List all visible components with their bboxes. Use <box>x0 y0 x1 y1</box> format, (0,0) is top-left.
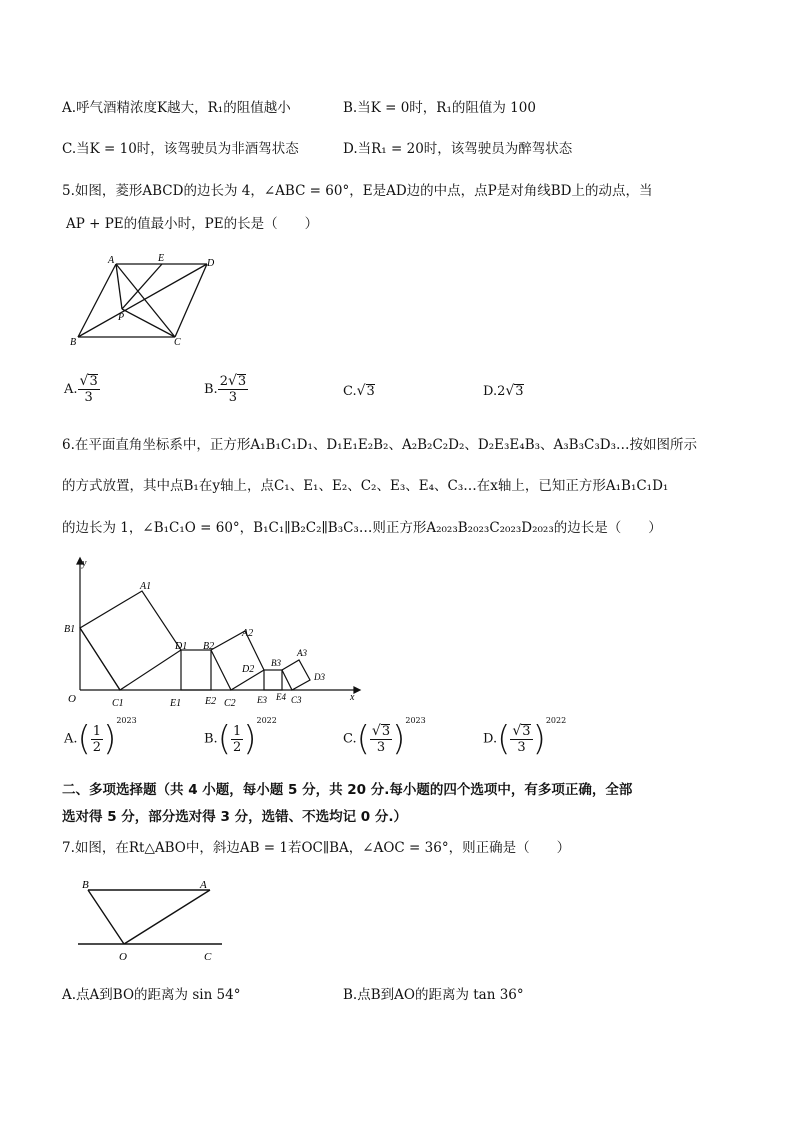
q5-stem-line1: 5.如图，菱形ABCD的边长为 4，∠ABC = 60°，E是AD边的中点，点P是对角线BD上的动点，当 <box>62 183 653 199</box>
label-b3: B3 <box>271 658 281 668</box>
label-o: O <box>119 951 127 963</box>
label-d: D <box>207 258 215 269</box>
label-y: y <box>82 558 87 569</box>
q7-option-a: A.点A到BO的距离为 sin 54° <box>62 987 241 1003</box>
q4-option-d: D.当R₁ = 20时，该驾驶员为醉驾状态 <box>343 141 573 157</box>
label-e1: E1 <box>170 698 182 709</box>
label-e4: E4 <box>276 692 286 702</box>
q6-stem-line2: 的方式放置，其中点B₁在y轴上，点C₁、E₁、E₂、C₂、E₃、E₄、C₃…在x轴上，已知正方形A₁B₁C₁D₁ <box>62 478 669 494</box>
label-d1: D1 <box>175 641 188 652</box>
q6-option-c: C.( $\frac{√3}{3}$ )$^{2023}$ <box>343 716 426 759</box>
q4-option-c: C.当K = 10时，该驾驶员为非酒驾状态 <box>62 141 299 157</box>
label-a: A <box>108 255 115 266</box>
label-a: A <box>200 879 207 891</box>
q7-triangle-figure <box>74 876 226 964</box>
q6-stem-line1: 6.在平面直角坐标系中，正方形A₁B₁C₁D₁、D₁E₁E₂B₂、A₂B₂C₂D₂、D₂E₃E₄B₃、A₃B₃C₃D₃…按如图所示 <box>62 437 697 453</box>
label-b: B <box>70 337 77 348</box>
q5-option-d: D.2√3 <box>483 383 524 399</box>
label-e2: E2 <box>205 696 217 707</box>
label-a2: A2 <box>242 628 254 639</box>
q7-stem: 7.如图，在Rt△ABO中，斜边AB = 1若OC∥BA，∠AOC = 36°，则正确是（ ） <box>62 840 571 856</box>
label-c: C <box>174 337 181 348</box>
q6-option-b: B.( $\frac{1}{2}$ )$^{2022}$ <box>204 716 277 759</box>
q5-stem-line2: AP + PE的值最小时，PE的长是（ ） <box>66 216 319 232</box>
q5-option-c: C.√3 <box>343 383 375 399</box>
label-c: C <box>204 951 212 963</box>
section2-heading-line1: 二、多项选择题（共 4 小题，每小题 5 分，共 20 分.每小题的四个选项中，有多项正确，全部 <box>62 782 633 798</box>
label-b1: B1 <box>64 624 76 635</box>
q5-option-a: A. $\frac{√3}{3}$ <box>64 373 98 405</box>
label-x: x <box>350 692 355 703</box>
section2-heading-line2: 选对得 5 分，部分选对得 3 分，选错、不选均记 0 分.） <box>62 809 408 825</box>
q7-option-b: B.点B到AO的距离为 tan 36° <box>343 987 524 1003</box>
label-a3: A3 <box>297 648 307 658</box>
label-d2: D2 <box>242 664 255 675</box>
label-e3: E3 <box>257 695 267 705</box>
label-o: O <box>68 693 76 705</box>
q6-stem-line3: 的边长为 1，∠B₁C₁O = 60°，B₁C₁∥B₂C₂∥B₃C₃…则正方形A₂₀₂₃B₂₀₂₃C₂₀₂₃D₂₀₂₃的边长是（ ） <box>62 520 662 536</box>
label-c2: C2 <box>224 698 236 709</box>
label-e: E <box>158 253 165 264</box>
q6-squares-figure <box>62 556 362 712</box>
label-p: P <box>118 312 125 323</box>
q6-option-a: A.( $\frac{1}{2}$ )$^{2023}$ <box>64 716 137 759</box>
q5-rhombus-figure <box>66 252 226 348</box>
label-a1: A1 <box>140 581 152 592</box>
label-b: B <box>82 879 89 891</box>
q5-option-b: B. $\frac{2√3}{3}$ <box>204 373 247 405</box>
label-c3: C3 <box>291 695 302 705</box>
label-d3: D3 <box>314 672 325 682</box>
q6-option-d: D.( $\frac{√3}{3}$ )$^{2022}$ <box>483 716 567 759</box>
label-b2: B2 <box>203 641 215 652</box>
q4-option-a: A.呼气酒精浓度K越大，R₁的阻值越小 <box>62 100 291 116</box>
q4-option-b: B.当K = 0时，R₁的阻值为 100 <box>343 100 536 116</box>
label-c1: C1 <box>112 698 124 709</box>
